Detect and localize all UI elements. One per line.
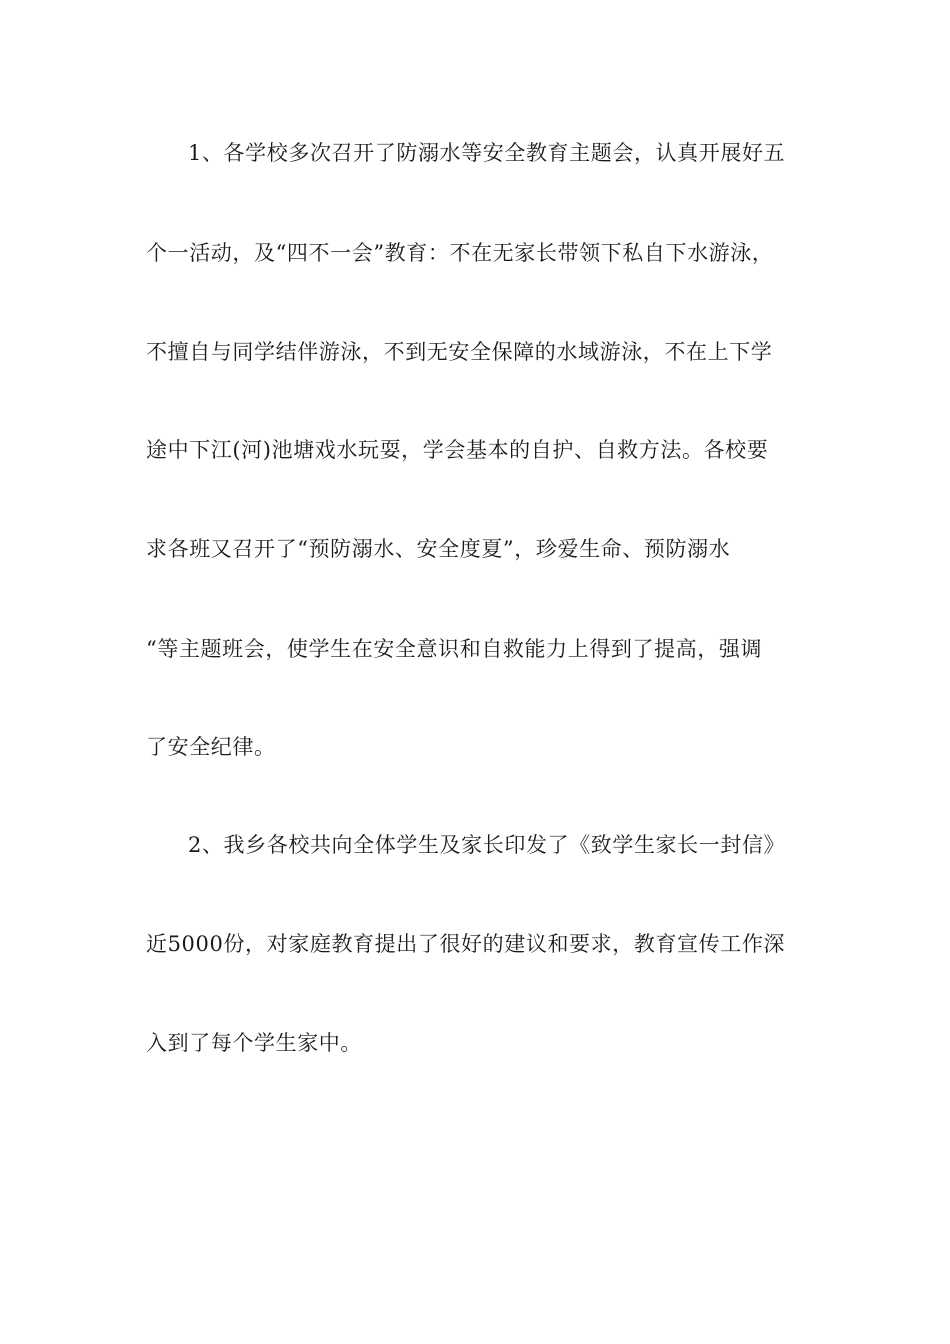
- paragraph-line: 求各班又召开了“预防溺水、安全度夏”，珍爱生命、预防溺水: [146, 537, 731, 561]
- paragraph-line: 2、我乡各校共向全体学生及家长印发了《致学生家长一封信》: [188, 833, 786, 857]
- paragraph-line: 入到了每个学生家中。: [146, 1031, 362, 1055]
- paragraph-line: “等主题班会，使学生在安全意识和自救能力上得到了提高，强调: [146, 637, 763, 661]
- paragraph-line: 个一活动，及“四不一会”教育：不在无家长带领下私自下水游泳，: [146, 241, 774, 265]
- paragraph-line: 途中下江(河)池塘戏水玩耍，学会基本的自护、自救方法。各校要: [146, 438, 769, 462]
- paragraph-line: 不擅自与同学结伴游泳，不到无安全保障的水域游泳，不在上下学: [146, 340, 773, 364]
- paragraph-line: 近5000份，对家庭教育提出了很好的建议和要求，教育宣传工作深: [146, 932, 786, 956]
- paragraph-line: 了安全纪律。: [146, 735, 276, 759]
- paragraph-line: 1、各学校多次召开了防溺水等安全教育主题会，认真开展好五: [188, 141, 786, 165]
